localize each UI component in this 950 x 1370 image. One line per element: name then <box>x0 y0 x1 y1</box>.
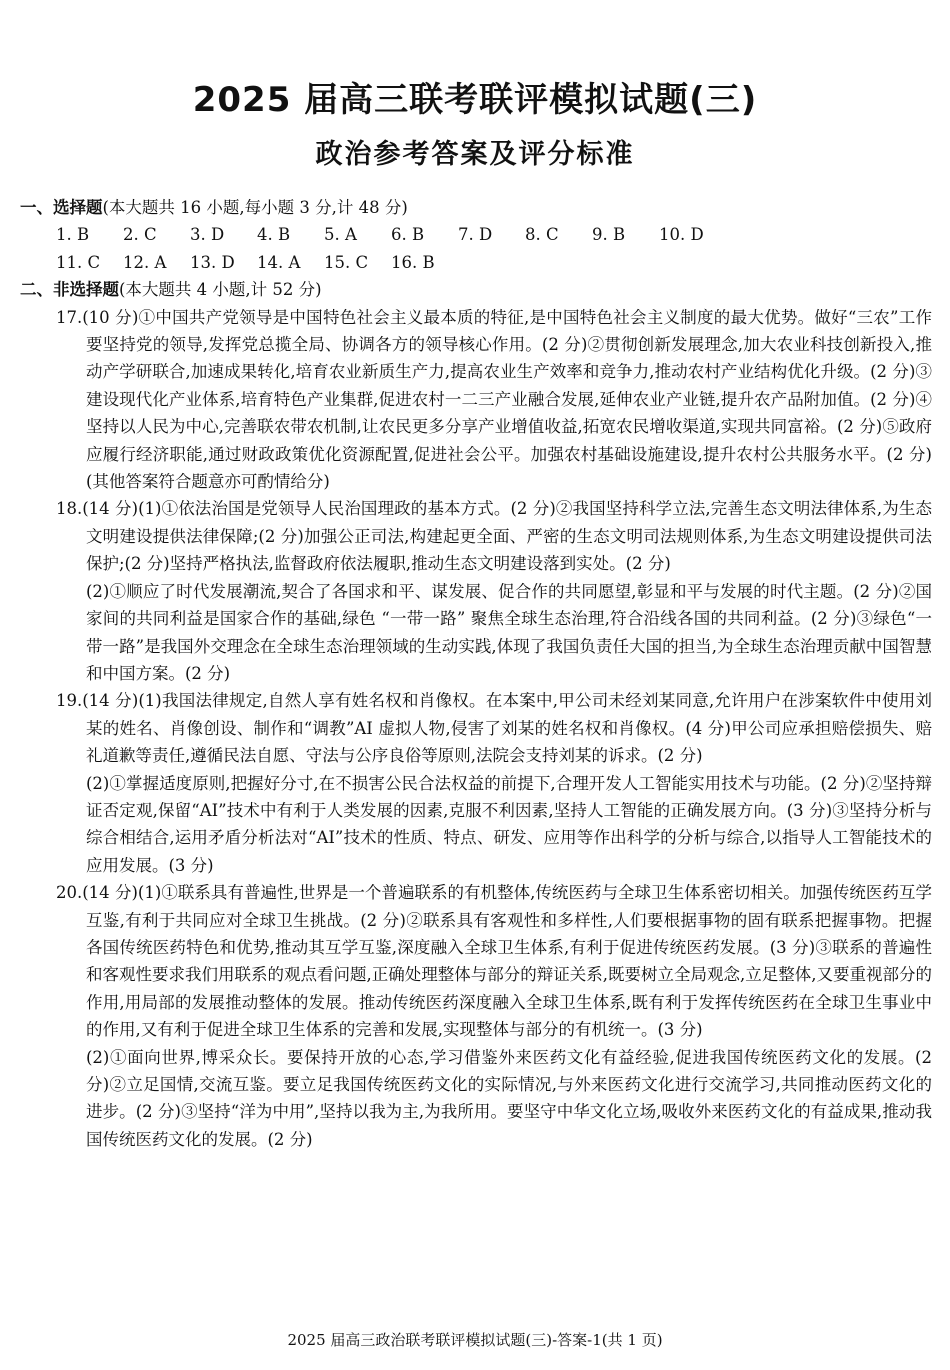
choice-answer: 4. B <box>257 225 291 245</box>
question-number: 19. <box>56 691 83 711</box>
choice-answer: 14. A <box>257 252 301 272</box>
choice-answer: 10. D <box>659 225 704 245</box>
choice-answer: 5. A <box>324 225 357 245</box>
choice-answer: 8. C <box>525 225 559 245</box>
choice-answer: 9. B <box>592 225 626 245</box>
choice-answer: 15. C <box>324 252 369 272</box>
question-number: 20. <box>56 883 83 903</box>
section-choice-heading <box>20 194 932 221</box>
choice-answer: 7. D <box>458 225 493 245</box>
answer-paragraph <box>56 879 932 1043</box>
choice-answer: 1. B <box>56 225 90 245</box>
page-footer: 2025 届高三政治联考联评模拟试题(三)-答案-1(共 1 页) <box>287 1331 663 1349</box>
choice-answer: 2. C <box>123 225 157 245</box>
answer-paragraph <box>56 495 932 577</box>
answer-content <box>20 194 932 1153</box>
question-number: 17. <box>56 307 83 327</box>
answer-paragraph: (2)①掌握适度原则,把握好分寸,在不损害公民合法权益的前提下,合理开发人工智能实用技术与功能。(2 分)②坚持辩证否定观,保留“AI”技术中有利于人类发展的因素,克服不利因素,坚持人工智能的正确发展方向。(3 分)③坚持分析与综合相结合,运用矛盾分析法对“AI”技术的性质、特点、研发、应用等作出科学的分析与综合,以指导人工智能技术的应用发展。(3 分) <box>86 773 932 875</box>
answer-text: (14 分)(1)①依法治国是党领导人民治国理政的基本方式。(2 分)②我国坚持科学立法,完善生态文明法律体系,为生态文明建设提供法律保障;(2 分)加强公正司法,构建起更全面、严密的生态文明司法规则体系,为生态文明建设提供司法保护;(2 分)坚持严格执法,监督政府依法履职,推动生态文明建设落到实处。(2 分) <box>82 499 932 574</box>
choice-answer: 13. D <box>190 252 235 272</box>
section-nonchoice-heading <box>20 276 932 303</box>
section-heading: 二、非选择题 <box>20 280 119 300</box>
section-note: (本大题共 16 小题,每小题 3 分,计 48 分) <box>102 198 408 217</box>
choice-answer: 12. A <box>123 252 167 272</box>
question-20 <box>56 879 932 1153</box>
choice-answer: 6. B <box>391 225 425 245</box>
answer-text: (14 分)(1)我国法律规定,自然人享有姓名权和肖像权。在本案中,甲公司未经刘某同意,允许用户在涉案软件中使用刘某的姓名、肖像创设、制作和“调教”AI 虚拟人物,侵害了刘某的姓名权和肖像权。(4 分)甲公司应承担赔偿损失、赔礼道歉等责任,遵循民法自愿、守法与公序良俗等原则,法院会支持刘某的诉求。(2 分) <box>82 691 932 766</box>
answer-paragraph: (2)①顺应了时代发展潮流,契合了各国求和平、谋发展、促合作的共同愿望,彰显和平与发展的时代主题。(2 分)②国家间的共同利益是国家合作的基础,绿色 “一带一路” 聚焦全球生态治理,符合沿线各国的共同利益。(2 分)③绿色“一带一路”是我国外交理念在全球生态治理领域的生动实践,体现了我国负责任大国的担当,为全球生态治理贡献中国智慧和中国方案。(2 分) <box>86 581 932 683</box>
question-18 <box>56 495 932 687</box>
section-heading: 一、选择题 <box>20 198 103 217</box>
answer-paragraph <box>56 687 932 769</box>
page-title: 2025 届高三联考联评模拟试题(三) <box>192 80 758 120</box>
answer-text: (14 分)(1)①联系具有普遍性,世界是一个普遍联系的有机整体,传统医药与全球卫生体系密切相关。加强传统医药互学互鉴,有利于共同应对全球卫生挑战。(2 分)②联系具有客观性和多样性,人们要根据事物的固有联系把握事物。把握各国传统医药特色和优势,推动其互学互鉴,深度融入全球卫生体系,有利于促进传统医药发展。(3 分)③联系的普遍性和客观性要求我们用联系的观点看问题,正确处理整体与部分的辩证关系,既要树立全局观念,立足整体,又要重视部分的作用,用局部的发展推动整体的发展。推动传统医药深度融入全球卫生体系,既有利于发挥传统医药在全球卫生事业中的作用,又有利于促进全球卫生体系的完善和发展,实现整体与部分的有机统一。(3 分) <box>82 883 932 1040</box>
question-19 <box>56 687 932 879</box>
answer-row <box>56 249 932 276</box>
section-note: (本大题共 4 小题,计 52 分) <box>119 280 322 300</box>
choice-answer: 3. D <box>190 225 225 245</box>
answer-paragraph: (2)①面向世界,博采众长。要保持开放的心态,学习借鉴外来医药文化有益经验,促进我国传统医药文化的发展。(2 分)②立足国情,交流互鉴。要立足我国传统医药文化的实际情况,与外来医药文化进行交流学习,共同推动医药文化的进步。(2 分)③坚持“洋为中用”,坚持以我为主,为我所用。要坚守中华文化立场,吸收外来医药文化的有益成果,推动我国传统医药文化的发展。(2 分) <box>86 1047 932 1149</box>
question-number: 18. <box>56 499 83 519</box>
choice-answer: 16. B <box>391 252 435 272</box>
question-17 <box>56 304 932 496</box>
page-subtitle: 政治参考答案及评分标准 <box>315 139 635 170</box>
answer-row <box>56 221 932 248</box>
answer-text: (10 分)①中国共产党领导是中国特色社会主义最本质的特征,是中国特色社会主义制度的最大优势。做好“三农”工作要坚持党的领导,发挥党总揽全局、协调各方的领导核心作用。(2 分)②贯彻创新发展理念,加大农业科技创新投入,推动产学研联合,加速成果转化,培育农业新质生产力,提高农业生产效率和竞争力,推动农村产业结构优化升级。(2 分)③建设现代化产业体系,培育特色产业集群,促进农村一二三产业融合发展,延伸农业产业链,提升农产品附加值。(2 分)④坚持以人民为中心,完善联农带农机制,让农民更多分享产业增值收益,拓宽农民增收渠道,实现共同富裕。(2 分)⑤政府应履行经济职能,通过财政政策优化资源配置,促进社会公平。加强农村基础设施建设,提升农村公共服务水平。(2 分)(其他答案符合题意亦可酌情给分) <box>82 307 932 492</box>
answer-paragraph <box>56 304 932 496</box>
choice-answer: 11. C <box>56 252 101 272</box>
